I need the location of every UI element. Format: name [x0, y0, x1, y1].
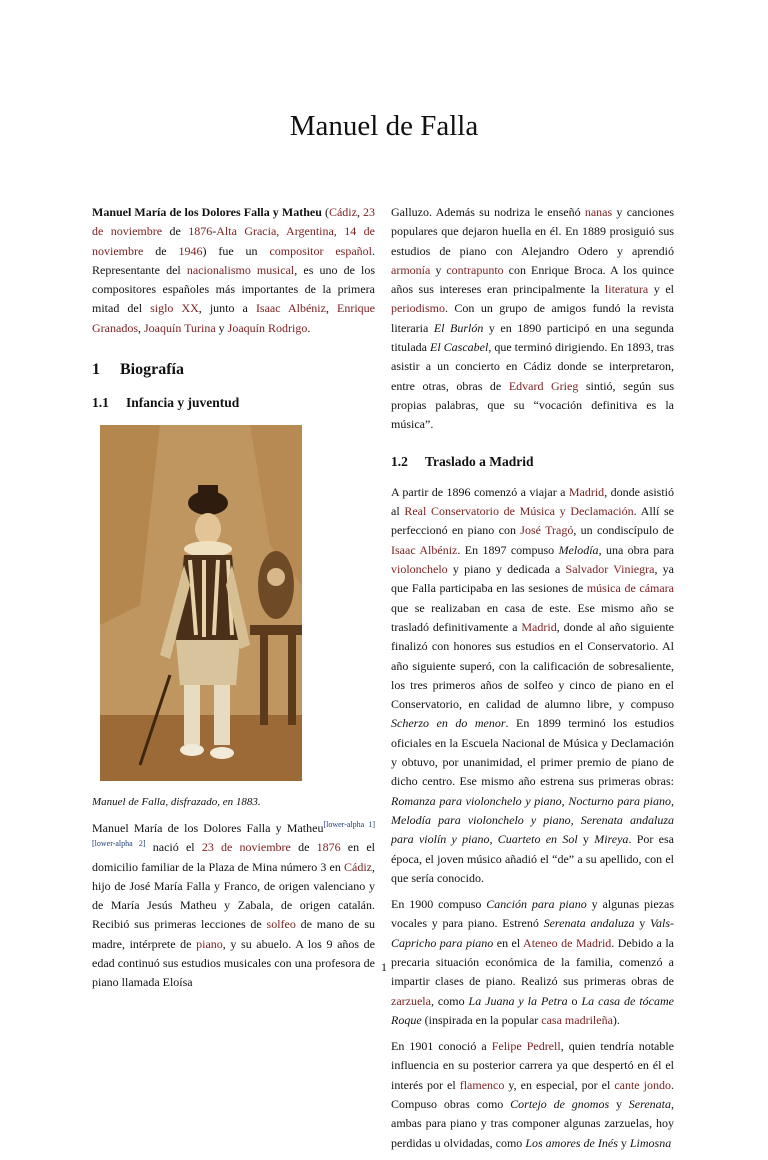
link-flamenco[interactable]: flamenco — [459, 1077, 505, 1092]
intro-paragraph: Manuel María de los Dolores Falla y Matheu (Cádiz, 23 de noviembre de 1876-Alta Gracia, Argentina, 14 de noviembre de 1946) fue un compositor español. Representante del nacionalismo musical, es uno de los compositores españoles más importantes de la primera mitad del siglo XX, junto a Isaac Albéniz, Enrique Granados, Joaquín Turina y Joaquín Rodrigo. — [92, 205, 376, 335]
link-periodismo[interactable]: periodismo — [391, 301, 445, 316]
right-column — [391, 203, 674, 1160]
link-armonia[interactable]: armonía — [391, 262, 431, 277]
link-turina[interactable]: Joaquín Turina — [143, 320, 216, 335]
link-albeniz[interactable]: Isaac Albéniz — [255, 301, 326, 316]
link-casa-madrilena[interactable]: casa madrileña — [541, 1012, 613, 1027]
link-viniegra[interactable]: Salvador Viniegra — [565, 562, 655, 577]
portrait-photo — [100, 425, 302, 781]
section-heading-infancia: 1.1 Infancia y juventud — [92, 395, 240, 411]
photo-caption: Manuel de Falla, disfrazado, en 1883. — [92, 795, 261, 808]
link-birth-year[interactable]: 1876 — [188, 224, 213, 239]
juventud-paragraph: Galluzo. Además su nodriza le enseñó nanas y canciones populares que dejaron huella en él. En 1889 prosiguió sus estudios de piano con Alejandro Odero y aprendió armonía y contrapunto con Enrique Broca. A los quince años sus intereses eran principalmente la literatura y el periodismo. Con un grupo de amigos fundó la revista literaria El Burlón y en 1890 participó en una segunda titulada El Cascabel, que terminó dirigiendo. En 1893, tras asistir a un concierto en Cádiz donde se interpretaron, entre otras, obras de Edvard Grieg sintió, según sus propias palabras, que su “vocación definitiva es la música”. — [391, 205, 675, 432]
madrid-paragraph-3: En 1901 conoció a Felipe Pedrell, quien tendría notable influencia en su posterior carrera ya que despertó en él el interés por el flamenco y, en especial, por el cante jondo. Compuso obras como Cortejo de gnomos y Serenata, ambas para piano y tras componer algunas zarzuelas, hoy perdidas u olvidadas, como Los amores de Inés y Limosna — [391, 1039, 675, 1150]
link-grieg[interactable]: Edvard Grieg — [508, 378, 579, 393]
section-heading-biografia: 1 Biografía — [92, 361, 184, 379]
link-zarzuela[interactable]: zarzuela — [391, 993, 431, 1008]
link-death-year[interactable]: 1946 — [178, 243, 203, 258]
link-granados[interactable]: Enrique Granados — [92, 301, 375, 335]
link-contrapunto[interactable]: contrapunto — [446, 262, 504, 277]
subject-name: Manuel María de los Dolores Falla y Matheu — [92, 205, 322, 219]
link-birth-year-2[interactable]: 1876 — [316, 840, 341, 855]
madrid-paragraph-2: En 1900 compuso Canción para piano y algunas piezas vocales y para piano. Estrenó Serenata andaluza y Vals-Capricho para piano en el Ateneo de Madrid. Debido a la precaria situación económica de la familia, comenzó a impartir clases de piano. Realizó sus primeras obras de zarzuela, como La Juana y la Petra o La casa de tócame Roque (inspirada en la popular casa madrileña). — [391, 897, 675, 1027]
link-literatura[interactable]: literatura — [604, 282, 649, 297]
link-piano[interactable]: piano — [196, 936, 223, 951]
page-title: Manuel de Falla — [289, 110, 479, 142]
link-ateneo[interactable]: Ateneo de Madrid — [523, 935, 612, 950]
footnote-ref-2[interactable]: [lower-alpha 2] — [92, 839, 146, 849]
infancia-paragraph: Manuel María de los Dolores Falla y Matheu[lower-alpha 1][lower-alpha 2] nació el 23 de noviembre de 1876 en el domicilio familiar de la Plaza de Mina número 3 en Cádiz, hijo de José María Falla y Franco, de origen valenciano y de María Jesús Matheu y Zabala, de origen catalán. Recibió sus primeras lecciones de solfeo de mano de su madre, intérprete de piano, y su abuelo. A los 9 años de edad continuó sus estudios musicales con una profesora de piano llamada Eloísa — [92, 819, 376, 990]
link-cadiz[interactable]: Cádiz — [328, 205, 357, 219]
link-solfeo[interactable]: solfeo — [266, 917, 296, 932]
link-nacionalismo[interactable]: nacionalismo musical — [186, 262, 295, 277]
link-cante-jondo[interactable]: cante jondo — [614, 1077, 671, 1092]
link-birth-date[interactable]: 23 de noviembre — [92, 205, 375, 239]
link-rodrigo[interactable]: Joaquín Rodrigo — [227, 320, 308, 335]
footnote-ref-1[interactable]: [lower-alpha 1] — [323, 819, 376, 829]
link-nanas[interactable]: nanas — [584, 205, 613, 219]
section-heading-madrid: 1.2 Traslado a Madrid — [391, 453, 534, 469]
left-column — [92, 203, 375, 1000]
link-birth-date-2[interactable]: 23 de noviembre — [201, 840, 291, 855]
link-pedrell[interactable]: Felipe Pedrell — [491, 1039, 561, 1054]
madrid-paragraph-1: A partir de 1896 comenzó a viajar a Madrid, donde asistió al Real Conservatorio de Música y Declamación. Allí se perfeccionó en piano con José Tragó, un condiscípulo de Isaac Albéniz. En 1897 compuso Melodía, una obra para violonchelo y piano y dedicada a Salvador Viniegra, ya que Falla participaba en las sesiones de música de cámara que se realizaban en casa de este. Ese mismo año se trasladó definitivamente a Madrid, donde al año siguiente finalizó con honores sus estudios en el Conservatorio. Al año siguiente superó, con la calificación de sobresaliente, los tres primeros años de solfeo y cinco de piano en el Conservatorio, en calidad de alumno libre, y compuso Scherzo en do menor. En 1899 terminó los estudios oficiales en la Escuela Nacional de Música y Declamación y obtuvo, por unanimidad, el primer premio de piano de dicho centro. Ese mismo año estrena sus primeras obras: Romanza para violonchelo y piano, Nocturno para piano, Melodía para violonchelo y piano, Serenata andaluza para violín y piano, Cuarteto en Sol y Mireya. Por esa época, el joven músico añadió el “de” a su apellido, con el que sería conocido. — [391, 484, 675, 885]
sepia-portrait-icon — [100, 425, 302, 781]
link-siglo-xx[interactable]: siglo XX — [150, 301, 199, 316]
link-madrid[interactable]: Madrid — [568, 484, 605, 499]
link-violonchelo[interactable]: violonchelo — [391, 562, 448, 577]
link-compositor[interactable]: compositor español — [269, 243, 372, 258]
link-death-place[interactable]: Alta Gracia, Argentina, 14 de noviembre — [92, 224, 375, 258]
link-trago[interactable]: José Tragó — [520, 523, 574, 538]
page-number: 1 — [381, 960, 387, 974]
link-musica-camara[interactable]: música de cámara — [586, 581, 675, 596]
link-cadiz-2[interactable]: Cádiz — [344, 859, 372, 874]
link-conservatorio[interactable]: Real Conservatorio de Música y Declamación — [404, 504, 634, 519]
link-albeniz-2[interactable]: Isaac Albéniz — [391, 542, 458, 557]
link-madrid-2[interactable]: Madrid — [521, 619, 557, 634]
